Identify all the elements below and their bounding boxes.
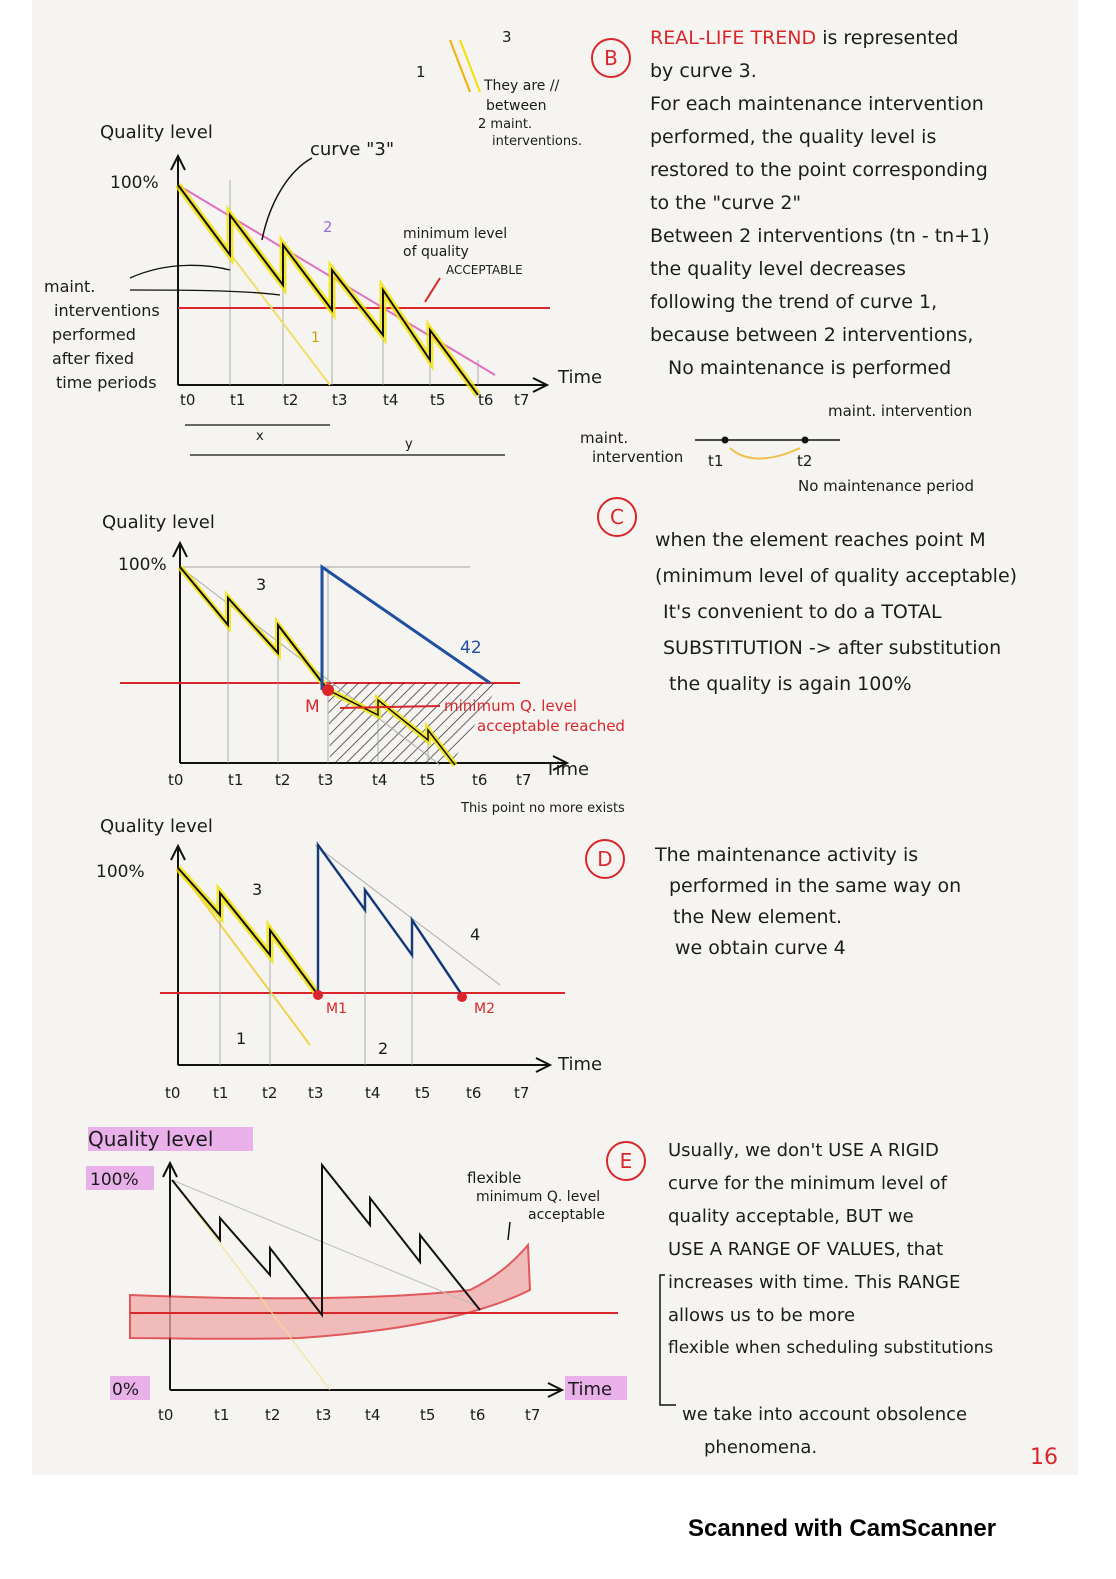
svg-text:4: 4: [470, 925, 481, 944]
tick-label: t5: [430, 391, 446, 409]
svg-text:3: 3: [256, 575, 267, 594]
svg-text:Quality level: Quality level: [88, 1127, 214, 1151]
section-b-line: performed, the quality level is: [650, 126, 937, 148]
tick-label: t7: [516, 771, 532, 789]
tick-label: t4: [365, 1406, 381, 1424]
section-b-marker: B: [591, 38, 631, 78]
section-b-line: No maintenance is performed: [668, 357, 952, 379]
tick-label: t0: [158, 1406, 174, 1424]
svg-text:maint.: maint.: [44, 277, 96, 296]
svg-text:100%: 100%: [96, 862, 145, 882]
tick-label: t1: [213, 1084, 229, 1102]
svg-text:maint. intervention: maint. intervention: [828, 402, 973, 420]
svg-text:minimum Q. level: minimum Q. level: [476, 1189, 601, 1205]
section-e-line: phenomena.: [704, 1437, 818, 1458]
svg-text:acceptable: acceptable: [528, 1207, 605, 1223]
tick-label: t5: [420, 771, 436, 789]
svg-text:flexible: flexible: [467, 1169, 522, 1187]
svg-text:100%: 100%: [90, 1170, 139, 1190]
graph-c: [102, 512, 625, 816]
section-d-line: we obtain curve 4: [675, 937, 846, 959]
page-number: 16: [1030, 1445, 1058, 1470]
section-b-line: restored to the point corresponding: [650, 159, 988, 181]
svg-text:2 maint.: 2 maint.: [478, 117, 533, 132]
tick-label: t6: [470, 1406, 486, 1424]
section-e-line: USE A RANGE OF VALUES, that: [668, 1239, 944, 1260]
svg-text:acceptable reached: acceptable reached: [477, 717, 625, 735]
tick-label: t3: [316, 1406, 332, 1424]
section-c-text: [655, 522, 1017, 702]
section-d-marker: D: [585, 839, 625, 879]
section-e-line: we take into account obsolence: [682, 1404, 968, 1425]
tick-label: t5: [415, 1084, 431, 1102]
section-b-text: [650, 22, 990, 385]
section-e-line: allows us to be more: [668, 1305, 856, 1326]
svg-text:No maintenance period: No maintenance period: [798, 477, 974, 495]
svg-text:performed: performed: [52, 325, 136, 344]
section-e-line: flexible when scheduling substitutions: [668, 1338, 994, 1358]
section-c-line: SUBSTITUTION -> after substitution: [663, 637, 1002, 659]
svg-text:3: 3: [252, 880, 263, 899]
graph-b: [44, 28, 602, 455]
legend-note: [478, 78, 582, 149]
svg-text:time periods: time periods: [56, 373, 157, 392]
section-b-title-rest: is represented: [822, 27, 959, 49]
svg-text:1: 1: [236, 1029, 247, 1048]
tick-label: t0: [165, 1084, 181, 1102]
svg-text:maint.: maint.: [580, 429, 629, 447]
tick-label: t0: [180, 391, 196, 409]
svg-text:Quality level: Quality level: [100, 816, 213, 837]
svg-text:0%: 0%: [112, 1380, 139, 1400]
tick-label: t6: [466, 1084, 482, 1102]
svg-text:minimum Q. level: minimum Q. level: [444, 697, 577, 715]
svg-text:They are //: They are //: [484, 78, 560, 94]
section-b-line: For each maintenance intervention: [650, 93, 984, 115]
section-b-line: by curve 3.: [650, 60, 757, 82]
svg-text:interventions: interventions: [54, 301, 160, 320]
svg-text:42: 42: [460, 638, 482, 658]
section-e-line: quality acceptable, BUT we: [668, 1206, 914, 1227]
graph-d: [96, 816, 602, 1102]
section-c-line: (minimum level of quality acceptable): [655, 565, 1018, 587]
tick-label: t4: [383, 391, 399, 409]
svg-text:This point no more exists: This point no more exists: [461, 801, 625, 816]
point-m: M: [305, 697, 320, 717]
section-b-line: Between 2 interventions (tn - tn+1): [650, 225, 990, 247]
tick-label: t3: [308, 1084, 324, 1102]
graph-e: [86, 1127, 627, 1424]
svg-text:minimum level: minimum level: [403, 226, 508, 242]
svg-text:100%: 100%: [118, 555, 167, 575]
tick-label: t2: [283, 391, 299, 409]
svg-text:M2: M2: [474, 1001, 495, 1017]
section-e-line: curve for the minimum level of: [668, 1173, 947, 1194]
svg-text:Time: Time: [568, 1379, 613, 1400]
svg-text:M1: M1: [326, 1001, 347, 1017]
svg-text:of quality: of quality: [403, 244, 469, 260]
section-c-line: the quality is again 100%: [669, 673, 912, 695]
section-d-text: [655, 840, 961, 964]
legend-3: 3: [502, 28, 512, 46]
maint-note: [44, 277, 160, 392]
section-d-line: the New element.: [673, 906, 843, 928]
tick-label: t7: [514, 391, 530, 409]
scanner-footer: Scanned with CamScanner: [688, 1515, 997, 1542]
interval-diagram: [580, 402, 974, 495]
tick-label: t4: [365, 1084, 381, 1102]
tick-label: t3: [332, 391, 348, 409]
tick-label: t7: [514, 1084, 530, 1102]
svg-text:interventions.: interventions.: [492, 134, 583, 149]
section-b-line: to the "curve 2": [650, 192, 802, 214]
graph-b-100: 100%: [110, 173, 159, 193]
section-c-line: when the element reaches point M: [655, 529, 986, 551]
tick-label: t7: [525, 1406, 541, 1424]
svg-text:t2: t2: [797, 452, 813, 470]
svg-text:Time: Time: [545, 759, 590, 780]
svg-text:ACCEPTABLE: ACCEPTABLE: [446, 263, 523, 277]
section-c-line: It's convenient to do a TOTAL: [663, 601, 942, 623]
svg-text:after fixed: after fixed: [52, 349, 134, 368]
section-b-line: the quality level decreases: [650, 258, 906, 280]
curve3-label: curve "3": [310, 139, 395, 160]
svg-text:Quality level: Quality level: [102, 512, 215, 533]
svg-text:between: between: [486, 98, 547, 114]
section-b-line: because between 2 interventions,: [650, 324, 974, 346]
section-b-title: REAL-LIFE TREND: [650, 27, 817, 49]
curve2-num: 2: [323, 218, 333, 236]
y-bracket-label: y: [405, 437, 413, 452]
curve1-num: 1: [311, 330, 320, 346]
tick-label: t1: [230, 391, 246, 409]
tick-label: t3: [318, 771, 334, 789]
section-b-line: following the trend of curve 1,: [650, 291, 938, 313]
section-e-text: [668, 1134, 993, 1464]
svg-text:2: 2: [378, 1039, 389, 1058]
section-e-line: [668, 1365, 993, 1398]
svg-text:Time: Time: [558, 1054, 603, 1075]
svg-text:t1: t1: [708, 452, 724, 470]
section-e-line: Usually, we don't USE A RIGID: [668, 1140, 939, 1161]
section-e-marker: E: [606, 1141, 646, 1181]
tick-label: t4: [372, 771, 388, 789]
tick-label: t6: [472, 771, 488, 789]
graph-b-ylabel: Quality level: [100, 122, 213, 143]
tick-label: t1: [214, 1406, 230, 1424]
tick-label: t2: [262, 1084, 278, 1102]
tick-label: t2: [275, 771, 291, 789]
svg-text:intervention: intervention: [592, 448, 684, 466]
tick-label: t5: [420, 1406, 436, 1424]
section-d-line: performed in the same way on: [669, 875, 962, 897]
section-d-line: The maintenance activity is: [655, 844, 919, 866]
graph-b-xlabel: Time: [558, 367, 603, 388]
x-bracket-label: x: [256, 429, 264, 444]
tick-label: t2: [265, 1406, 281, 1424]
section-c-marker: C: [597, 497, 637, 537]
tick-label: t1: [228, 771, 244, 789]
min-level-note: [403, 226, 523, 277]
tick-label: t0: [168, 771, 184, 789]
legend-1: 1: [416, 63, 426, 81]
tick-label: t6: [478, 391, 494, 409]
section-e-line: increases with time. This RANGE: [668, 1272, 961, 1293]
